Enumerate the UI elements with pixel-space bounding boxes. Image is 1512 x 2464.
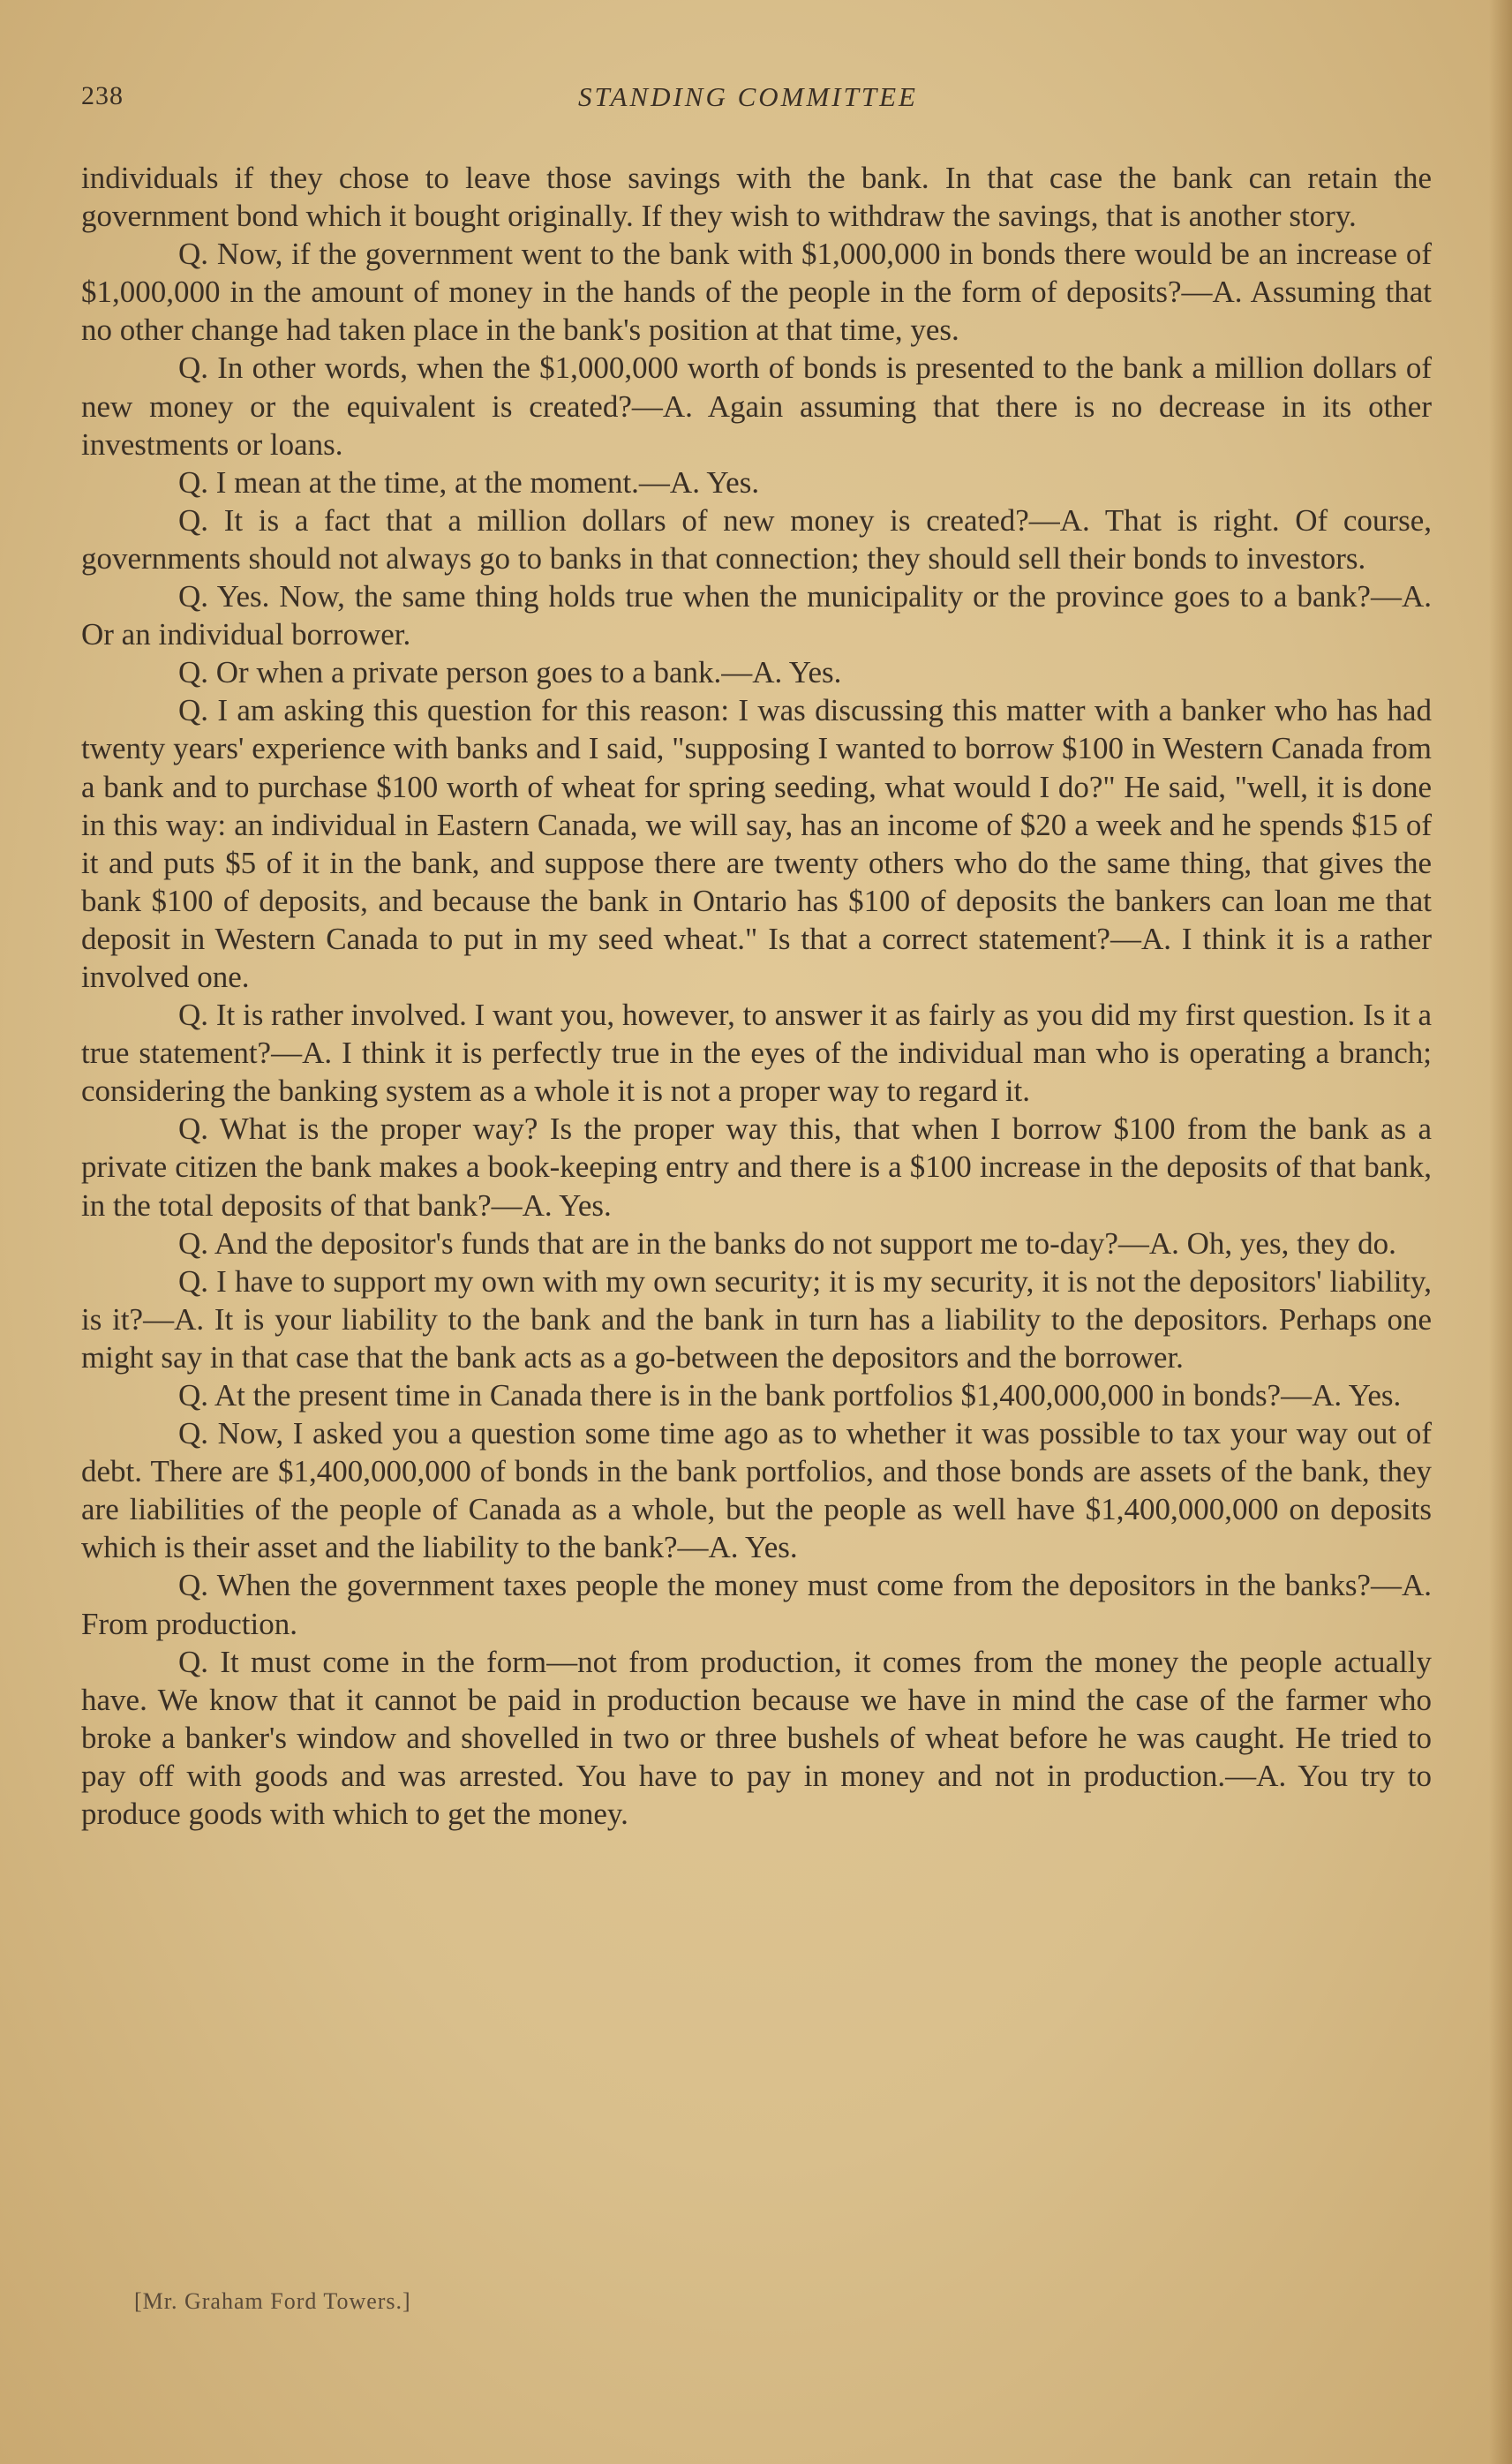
paragraph: Q. It must come in the form—not from production, it comes from the money the people actually have. We know that it cannot be paid in production because we have in mind the case of the farmer who broke a banker's window and shovelled in two or three bushels of wheat before he was caught. He tried to pay off with goods and was arrested. You have to pay in money and not in production.—A. You try to produce goods with which to get the money. <box>81 1644 1432 1832</box>
paragraph: Q. Yes. Now, the same thing holds true when the municipality or the province goes to a bank?—A. Or an individual borrower. <box>81 579 1432 652</box>
page-header <box>81 81 1415 125</box>
paragraph: Q. At the present time in Canada there is in the bank portfolios $1,400,000,000 in bonds?—A. Yes. <box>178 1378 1402 1413</box>
paragraph: Q. I mean at the time, at the moment.—A. Yes. <box>178 464 760 500</box>
paragraph: Q. Or when a private person goes to a bank.—A. Yes. <box>178 655 842 690</box>
body-text <box>81 159 1432 1833</box>
paragraph: Q. In other words, when the $1,000,000 worth of bonds is presented to the bank a million dollars of new money or the equivalent is created?—A. Again assuming that there is no decrease in its other investments or loans. <box>81 350 1432 462</box>
paragraph: Q. I have to support my own with my own security; it is my security, it is not the depositors' liability, is it?—A. It is your liability to the bank and the bank in turn has a liability to the depositors. Perhaps one might say in that case that the bank acts as a go-between the depositors and the borrower. <box>81 1263 1432 1375</box>
page-number: 238 <box>81 81 124 110</box>
paragraph: Q. I am asking this question for this reason: I was discussing this matter with a banker who has had twenty years' experience with banks and I said, "supposing I wanted to borrow $100 in Western Canada from a bank and to purchase $100 worth of wheat for spring seeding, what would I do?" He said, "well, it is done in this way: an individual in Eastern Canada, we will say, has an income of $20 a week and he spends $15 of it and puts $5 of it in the bank, and suppose there are twenty others who do the same thing, that gives the bank $100 of deposits, and because the bank in Ontario has $100 of deposits the bankers can loan me that deposit in Western Canada to put in my seed wheat." Is that a correct statement?—A. I think it is a rather involved one. <box>81 693 1432 994</box>
paragraph: Q. When the government taxes people the money must come from the depositors in the banks?—A. From production. <box>81 1568 1432 1641</box>
paragraph: Q. It is rather involved. I want you, however, to answer it as fairly as you did my first question. Is it a true statement?—A. I think it is perfectly true in the eyes of the individual man who is operating a branch; considering the banking system as a whole it is not a proper way to regard it. <box>81 998 1432 1109</box>
paragraph: Q. And the depositor's funds that are in the banks do not support me to-day?—A. Oh, yes, they do. <box>178 1225 1396 1261</box>
paragraph: Q. What is the proper way? Is the proper way this, that when I borrow $100 from the bank as a private citizen the bank makes a book-keeping entry and there is a $100 increase in the deposits of that bank, in the total deposits of that bank?—A. Yes. <box>81 1111 1432 1223</box>
paragraph: individuals if they chose to leave those savings with the bank. In that case the bank can retain the government bond which it bought originally. If they wish to withdraw the savings, that is another story. <box>81 161 1432 234</box>
paragraph: Q. Now, I asked you a question some time ago as to whether it was possible to tax your way out of debt. There are $1,400,000,000 of bonds in the bank portfolios, and those bonds are assets of the bank, they are liabilities of the people of Canada as a whole, but the people as well have $1,400,000,000 on deposits which is their asset and the liability to the bank?—A. Yes. <box>81 1416 1432 1565</box>
speaker-note: [Mr. Graham Ford Towers.] <box>134 2288 411 2314</box>
page-edge-shadow <box>1489 0 1512 2464</box>
paragraph: Q. It is a fact that a million dollars of new money is created?—A. That is right. Of course, governments should not always go to banks in that connection; they should sell their bonds to investors. <box>81 502 1432 576</box>
running-title: STANDING COMMITTEE <box>578 81 918 112</box>
paragraph: Q. Now, if the government went to the bank with $1,000,000 in bonds there would be an increase of $1,000,000 in the amount of money in the hands of the people in the form of deposits?—A. Assuming that no other change had taken place in the bank's position at that time, yes. <box>81 237 1432 348</box>
